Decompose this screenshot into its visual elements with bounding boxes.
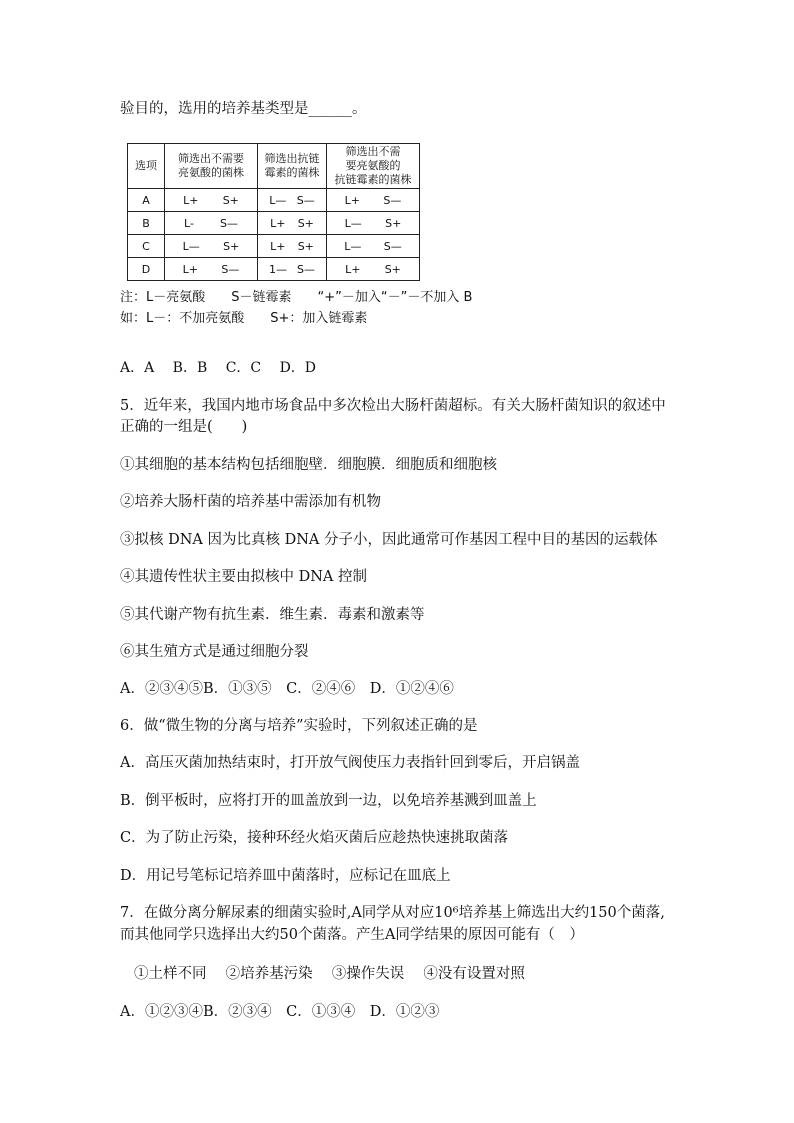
header-both: 筛选出不需 要亮氨酸的 抗链霉素的菌株 xyxy=(327,144,420,189)
table-row xyxy=(128,189,420,212)
q7-options: A．①②③④B．②③④ C．①③④ D．①②③ xyxy=(120,1004,440,1020)
cell: L— S— xyxy=(327,235,420,258)
q5-stem-line-1: 5．近年来，我国内地市场食品中多次检出大肠杆菌超标。有关大肠杆菌知识的叙述中 xyxy=(120,398,666,414)
q6-option-b: B．倒平板时，应将打开的皿盖放到一边，以免培养基溅到皿盖上 xyxy=(120,793,537,809)
table-note-2: 如：L－：不加亮氨酸 S+：加入链霉素 xyxy=(120,311,368,326)
row-label: B xyxy=(128,212,165,235)
q7-stem-line-2: 而其他同学只选择出大约50个菌落。产生A同学结果的原因可能有（ ） xyxy=(120,927,584,943)
q7-stem-line-1: 7．在做分离分解尿素的细菌实验时,A同学从对应10⁶培养基上筛选出大约150个菌落, xyxy=(120,905,665,921)
q5-item-6: ⑥其生殖方式是通过细胞分裂 xyxy=(120,644,309,660)
table-row xyxy=(128,258,420,281)
row-label: C xyxy=(128,235,165,258)
q6-option-c: C．为了防止污染，接种环经火焰灭菌后应趁热快速挑取菌落 xyxy=(120,830,509,846)
cell: L+ S— xyxy=(165,258,258,281)
options-table xyxy=(127,143,420,281)
q5-item-5: ⑤其代谢产物有抗生素．维生素．毒素和激素等 xyxy=(120,607,425,623)
cell: L— S— xyxy=(258,189,327,212)
q5-item-3: ③拟核 DNA 因为比真核 DNA 分子小，因此通常可作基因工程中目的基因的运载体 xyxy=(120,532,658,548)
table-header-row xyxy=(128,144,420,189)
q4-options: A．A B．B C．C D．D xyxy=(120,360,317,376)
cell: L+ S+ xyxy=(258,235,327,258)
cell: L+ S— xyxy=(327,189,420,212)
table-row xyxy=(128,235,420,258)
cell: L— S+ xyxy=(327,212,420,235)
q6-option-d: D．用记号笔标记培养皿中菌落时，应标记在皿底上 xyxy=(120,868,451,884)
q6-option-a: A．高压灭菌加热结束时，打开放气阀使压力表指针回到零后，开启锅盖 xyxy=(120,755,580,771)
q5-options: A．②③④⑤B．①③⑤ C．②④⑥ D．①②④⑥ xyxy=(120,681,454,697)
table-note-1: 注：L－亮氨酸 S－链霉素 “+”－加入“－”－不加入 B xyxy=(120,290,473,305)
q5-item-4: ④其遗传性状主要由拟核中 DNA 控制 xyxy=(120,569,368,585)
row-label: D xyxy=(128,258,165,281)
q7-items: ①土样不同 ②培养基污染 ③操作失误 ④没有设置对照 xyxy=(134,966,525,982)
header-streptomycin-resistant: 筛选出抗链 霉素的菌株 xyxy=(258,144,327,189)
cell: 1— S— xyxy=(258,258,327,281)
cell: L- S— xyxy=(165,212,258,235)
cell: L— S+ xyxy=(165,235,258,258)
q6-stem: 6．做“微生物的分离与培养”实验时，下列叙述正确的是 xyxy=(120,718,478,734)
q4-tail-text: 验目的，选用的培养基类型是______。 xyxy=(120,101,367,117)
row-label: A xyxy=(128,189,165,212)
cell: L+ S+ xyxy=(258,212,327,235)
cell: L+ S+ xyxy=(165,189,258,212)
q5-stem-line-2: 正确的一组是( ) xyxy=(120,419,248,435)
header-no-leucine: 筛选出不需要 亮氨酸的菌株 xyxy=(165,144,258,189)
q5-item-2: ②培养大肠杆菌的培养基中需添加有机物 xyxy=(120,494,381,510)
cell: L+ S+ xyxy=(327,258,420,281)
header-option: 选项 xyxy=(128,144,165,189)
table-row xyxy=(128,212,420,235)
q5-item-1: ①其细胞的基本结构包括细胞壁．细胞膜．细胞质和细胞核 xyxy=(120,457,497,473)
